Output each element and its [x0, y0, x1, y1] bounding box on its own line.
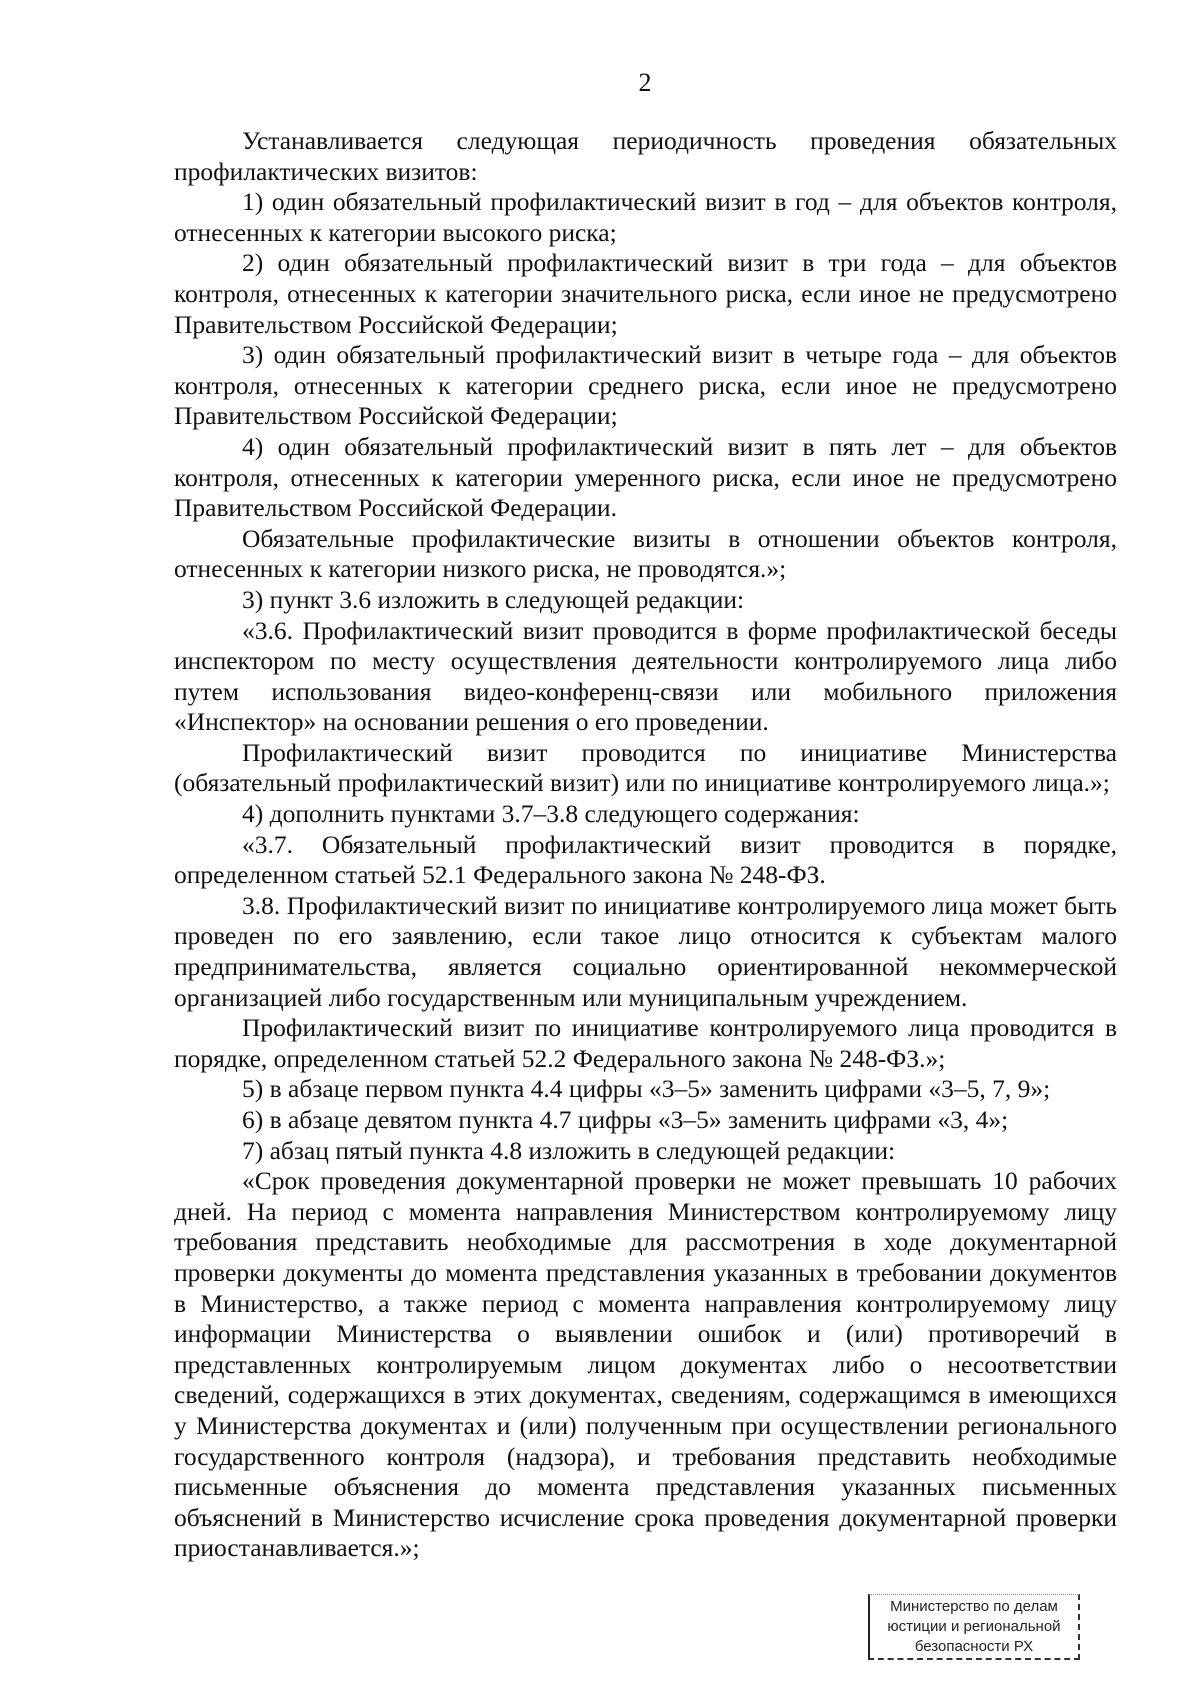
paragraph-clause-3-7: «3.7. Обязательный профилактический визит проводится в порядке, определенном статьей 52.1 Федерального закона № 248-ФЗ.	[174, 829, 1117, 890]
paragraph-clause-3-8: 3.8. Профилактический визит по инициативе контролируемого лица может быть проведен по его заявлению, если такое лицо относится к субъектам малого предпринимательства, является социально ориентированной некоммерческой организацией либо государственным или муниципальным учреждением.	[174, 890, 1117, 1012]
paragraph-clause-4-8-text: «Срок проведения документарной проверки не может превышать 10 рабочих дней. На период с момента направления Министерством контролируемому лицу требования представить необходимые для рассмотрения в ходе документарной проверки документы до момента представления указанных в требовании документов в Министерство, а также период с момента направления контролируемому лицу информации Министерства о выявлении ошибок и (или) противоречий в представленных контролируемым лицом документах либо о несоответствии сведений, содержащихся в этих документах, сведениям, содержащимся в имеющихся у Министерства документах и (или) полученным при осуществлении регионального государственного контроля (надзора), и требования представить необходимые письменные объяснения до момента представления указанных письменных объяснений в Министерство исчисление срока проведения документарной проверки приостанавливается.»;	[174, 1166, 1117, 1563]
page-number: 2	[638, 68, 652, 97]
paragraph-periodicity-intro: Устанавливается следующая периодичность проведения обязательных профилактических визитов:	[174, 126, 1117, 186]
document-body	[174, 126, 1117, 1564]
paragraph-item-1-high-risk: 1) один обязательный профилактический визит в год – для объектов контроля, отнесенных к категории высокого риска;	[174, 187, 1117, 247]
paragraph-amendment-4: 4) дополнить пунктами 3.7–3.8 следующего содержания:	[242, 799, 860, 829]
paragraph-low-risk: Обязательные профилактические визиты в отношении объектов контроля, отнесенных к категории низкого риска, не проводятся.»;	[174, 523, 1117, 584]
paragraph-item-2-significant-risk: 2) один обязательный профилактический визит в три года – для объектов контроля, отнесенных к категории значительного риска, если иное не предусмотрено Правительством Российской Федерации;	[174, 248, 1117, 339]
paragraph-amendment-6: 6) в абзаце девятом пункта 4.7 цифры «3–5» заменить цифрами «3, 4»;	[242, 1105, 1009, 1134]
paragraph-clause-3-6-initiative: Профилактический визит проводится по инициативе Министерства (обязательный профилактический визит) или по инициативе контролируемого лица.»;	[174, 737, 1117, 798]
stamp-line-3: безопасности РХ	[914, 1638, 1034, 1655]
stamp-line-1: Министерство по делам	[890, 1598, 1058, 1615]
paragraph-amendment-7: 7) абзац пятый пункта 4.8 изложить в следующей редакции:	[242, 1135, 896, 1165]
paragraph-item-3-medium-risk: 3) один обязательный профилактический визит в четыре года – для объектов контроля, отнесенных к категории среднего риска, если иное не предусмотрено Правительством Российской Федерации;	[174, 340, 1117, 431]
paragraph-clause-3-6: «3.6. Профилактический визит проводится в форме профилактической беседы инспектором по месту осуществления деятельности контролируемого лица либо путем использования видео-конференц-связи или мобильного приложения «Инспектор» на основании решения о его проведении.	[174, 615, 1117, 737]
paragraph-amendment-5: 5) в абзаце первом пункта 4.4 цифры «3–5» заменить цифрами «3–5, 7, 9»;	[242, 1074, 1051, 1104]
paragraph-item-4-moderate-risk: 4) один обязательный профилактический визит в пять лет – для объектов контроля, отнесенных к категории умеренного риска, если иное не предусмотрено Правительством Российской Федерации.	[174, 431, 1117, 523]
paragraph-clause-3-8-procedure: Профилактический визит по инициативе контролируемого лица проводится в порядке, определенном статьей 52.2 Федерального закона № 248-ФЗ.»;	[174, 1013, 1117, 1073]
stamp-line-2: юстиции и региональной	[887, 1618, 1061, 1635]
ministry-stamp	[868, 1594, 1080, 1660]
paragraph-amendment-3: 3) пункт 3.6 изложить в следующей редакции:	[242, 584, 745, 614]
